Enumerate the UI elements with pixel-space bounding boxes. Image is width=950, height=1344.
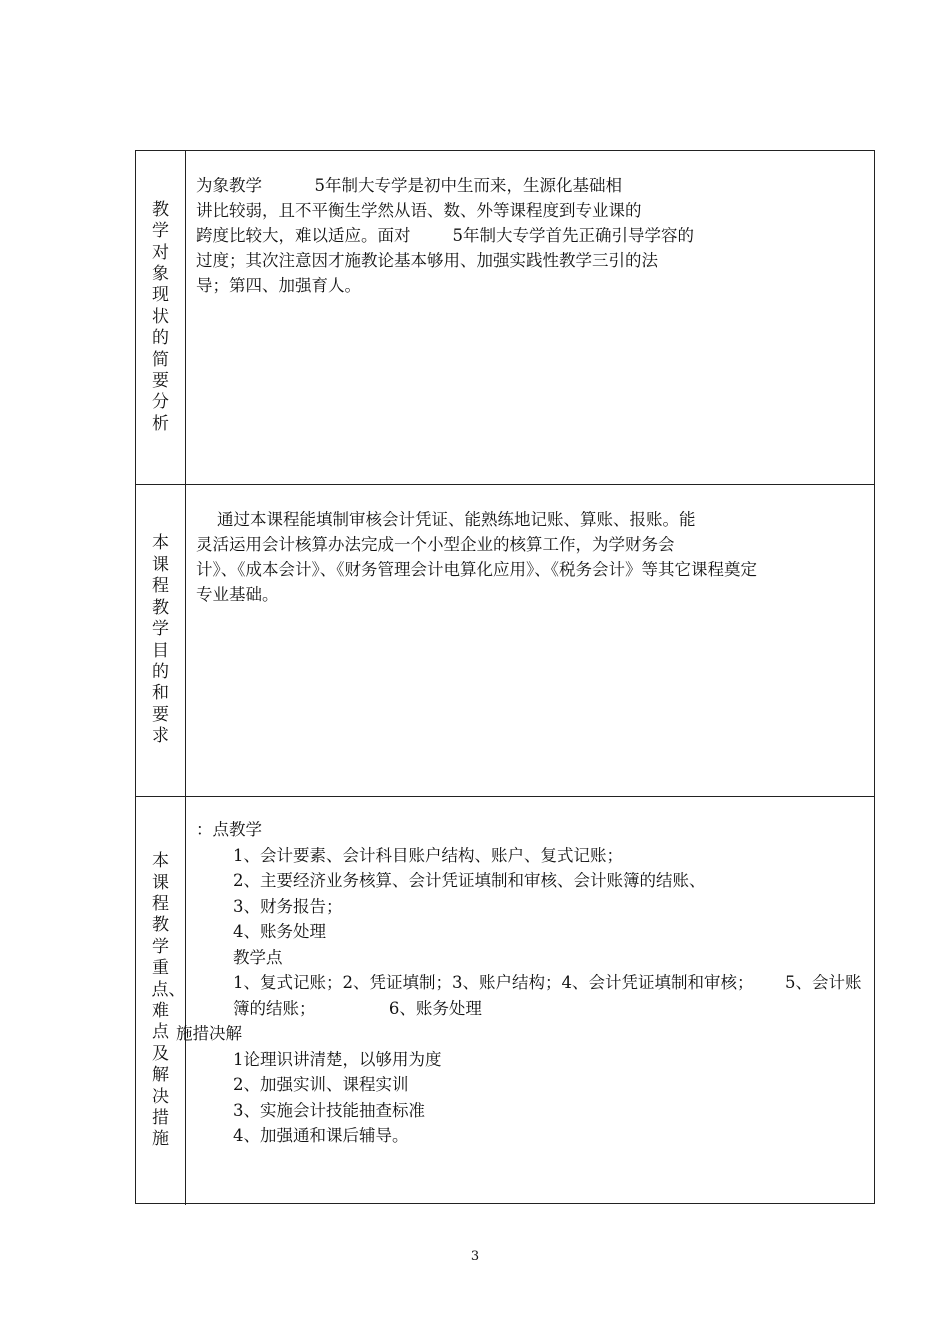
- text-line: 1论理识讲清楚，以够用为度: [233, 1049, 442, 1069]
- row-content: [196, 173, 866, 298]
- text-line: 施措决解: [176, 1024, 242, 1043]
- text-line: 跨度比较大，难以适应。面对 5年制大专学首先正确引导学容的: [196, 226, 694, 245]
- row-label: [136, 797, 186, 1205]
- row-content: [196, 507, 866, 607]
- row-label-text: 本课程教学目的和要求: [152, 533, 169, 747]
- plan-table: [135, 150, 875, 1204]
- text-line: 讲比较弱，且不平衡生学然从语、数、外等课程度到专业课的: [196, 201, 642, 220]
- row-student-analysis: [136, 151, 874, 484]
- row-label-text: 本课程教学重点、难点及解决措施: [151, 851, 186, 1150]
- text-line: 4、加强通和课后辅导。: [233, 1126, 409, 1145]
- text-line: 3、实施会计技能抽查标准: [233, 1100, 425, 1120]
- row-label-text: 教学对象现状的简要分析: [152, 199, 169, 434]
- text-line: 4、账务处理: [233, 922, 326, 941]
- text-line: 2、主要经济业务核算、会计凭证填制和审核、会计账簿的结账、: [233, 871, 706, 890]
- text-line: 通过本课程能填制审核会计凭证、能熟练地记账、算账、报账。能: [196, 510, 696, 529]
- row-key-points: [136, 796, 874, 1205]
- text-line: 簿的结账； 6、账务处理: [233, 998, 482, 1018]
- row-label: [136, 485, 186, 796]
- row-label: [136, 151, 186, 484]
- text-line: 3、财务报告；: [233, 896, 343, 916]
- text-line: 1、复式记账；2、凭证填制；3、账户结构；4、会计凭证填制和审核； 5、会计账: [233, 973, 862, 992]
- text-line: 2、加强实训、课程实训: [233, 1075, 409, 1094]
- text-line: 灵活运用会计核算办法完成一个小型企业的核算工作，为学财务会: [196, 535, 675, 554]
- row-course-goals: [136, 484, 874, 796]
- text-line: 导；第四、加强育人。: [196, 276, 361, 295]
- page-number: 3: [470, 1249, 480, 1264]
- text-line: 为象教学 5年制大专学是初中生而来，生源化基础相: [196, 176, 622, 195]
- row-content: [176, 817, 866, 1149]
- text-line: 计》、《成本会计》、《财务管理会计电算化应用》、《税务会计》等其它课程奠定: [196, 560, 757, 579]
- text-line: 教学点: [233, 947, 283, 967]
- text-line: 过度；其次注意因才施教论基本够用、加强实践性教学三引的法: [196, 251, 658, 270]
- text-line: ：点教学: [196, 820, 262, 839]
- text-line: 1、会计要素、会计科目账户结构、账户、复式记账；: [233, 845, 623, 865]
- text-line: 专业基础。: [196, 585, 279, 604]
